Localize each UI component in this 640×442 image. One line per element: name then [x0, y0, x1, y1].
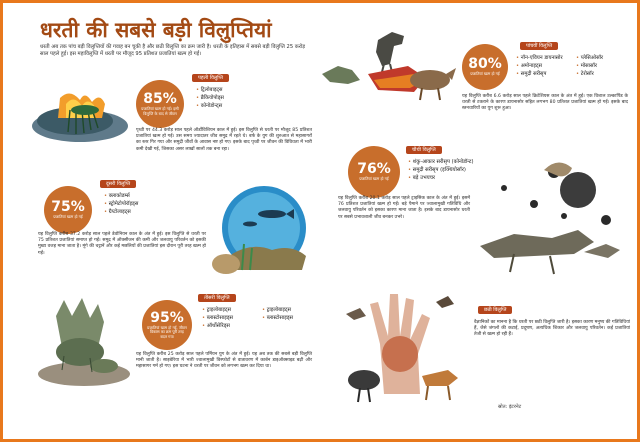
- species-item: • ट्राइलोबाइट्स: [202, 306, 233, 314]
- fourth-extinction-illustration: [474, 150, 630, 280]
- species-item: • ब्रैकियोपोड्स: [196, 94, 224, 102]
- species-item: • बड़े उभयचर: [408, 174, 474, 182]
- species-item: • क्लाकोडर्म्स: [104, 192, 138, 200]
- first-extinction-caption: प्रजातियां खत्म हो गईं। इसी विलुप्ति के बाद से जीवन: [141, 105, 179, 116]
- third-extinction-species-list-left: [202, 306, 233, 330]
- first-extinction-body: पृथ्वी पर 44.3 करोड़ साल पहले ऑर्डोविशियन काल में हुई। इस विलुप्ति से धरती पर मौजूद 85 प्रतिशत प्रजातियां खत्म हो गईं। उस समय ज्यादातर जीव समुद्र में रहते थे। बर्फ के युग की शुरुआत से महासागरों का स्तर गिर गया और समुद्री जीवों के आवास नष्ट हो गए। इसके बाद पृथ्वी पर जीवन की विविधता में भारी कमी देखी गई, जिसका असर लाखों सालों तक बना रहा।: [136, 128, 312, 152]
- fourth-extinction-label: चौथी विलुप्ति: [406, 146, 442, 154]
- fifth-extinction-caption: प्रजातियां खत्म हो गईं: [470, 71, 500, 77]
- species-item: • प्लेसिओसॉर: [576, 54, 603, 62]
- fifth-extinction-species-list-left: [516, 54, 563, 78]
- species-item: • टेरोसॉर: [576, 70, 603, 78]
- species-item: • ब्लास्टोसाइड्स: [202, 314, 233, 322]
- second-extinction-caption: प्रजातियां खत्म हो गईं: [53, 214, 83, 220]
- species-item: • ऑर्थोसेरिड्स: [202, 322, 233, 330]
- first-extinction-species-list: [196, 86, 224, 110]
- fifth-extinction-illustration: [318, 18, 458, 108]
- species-item: • समुद्री सरीसृप: [516, 70, 563, 78]
- third-extinction-caption: प्रजातियां खत्म हो गईं, जीवन विकास का क्रम पूरी तरह बदल गया: [147, 324, 187, 339]
- second-extinction-illustration: [212, 184, 312, 276]
- first-extinction-percentage-badge: [136, 80, 184, 128]
- fifth-extinction-percentage: 80%: [468, 56, 502, 73]
- third-extinction-percentage-badge: [142, 300, 192, 350]
- source-credit: स्रोत: इंटरनेट: [498, 404, 522, 410]
- fourth-extinction-caption: प्रजातियां खत्म हो गईं: [359, 176, 389, 182]
- sixth-extinction-illustration: [336, 284, 462, 404]
- species-item: • अमोनाइट्स: [516, 62, 563, 70]
- second-extinction-species-list: [104, 192, 138, 216]
- page-title: धरती की सबसे बड़ी विलुप्तियां: [40, 17, 272, 42]
- species-item: • स्ट्रोमेटोपोरॉइड्स: [104, 200, 138, 208]
- fourth-extinction-species-list: [408, 158, 474, 182]
- species-item: • ग्रैप्टोलाइट्स: [104, 208, 138, 216]
- intro-text: धरती अब तक पांच बड़ी विलुप्तियों की गवाह बन चुकी है और छठी विलुप्ति का क्रम जारी है। धरती के इतिहास में सबसे बड़ी विलुप्ति 25 करोड़ साल पहले हुई। इस महाविलुप्ति में धरती पर मौजूद 95 प्रतिशत प्रजातियां खत्म हो गईं।: [40, 44, 305, 57]
- fourth-extinction-body: यह विलुप्ति करीब 20.1 करोड़ साल पहले ट्राइसिक काल के अंत में हुई। इसमें 76 प्रतिशत प्रजातियां खत्म हो गईं। बड़े पैमाने पर ज्वालामुखी गतिविधि और जलवायु परिवर्तन को इसका कारण माना जाता है। इसके बाद डायनासोर धरती पर सबसे प्रभावशाली जीव बनकर उभरे।: [338, 196, 470, 220]
- fifth-extinction-species-list-right: [576, 54, 603, 78]
- species-item: • समुद्री सरीसृप (इक्थियोसॉर): [408, 166, 474, 174]
- second-extinction-body: यह विलुप्ति करीब 37.2 करोड़ साल पहले डेवोनियन काल के अंत में हुई। इस विलुप्ति से धरती पर 75 प्रतिशत प्रजातियां समाप्त हो गईं। समुद्र में ऑक्सीजन की कमी और जलवायु परिवर्तन को इसकी मुख्य वजह माना जाता है। मूंगे की चट्टानें और कई मछलियों की प्रजातियां इस दौरान पूरी तरह खत्म हो गईं।: [38, 232, 206, 256]
- first-extinction-percentage: 85%: [143, 90, 177, 107]
- species-item: • ब्लास्टोसाइड्स: [262, 314, 293, 322]
- third-extinction-body: यह विलुप्ति करीब 25 करोड़ साल पहले पर्मियन युग के अंत में हुई। यह अब तक की सबसे बड़ी विलुप्ति मानी जाती है। साइबेरिया में भारी ज्वालामुखी विस्फोटों से वातावरण में कार्बन डाइऑक्साइड बढ़ी और महासागर गर्म हो गए। इस घटना ने धरती पर जीवन को लगभग खत्म कर दिया था।: [136, 352, 312, 370]
- third-extinction-label: तीसरी विलुप्ति: [198, 294, 236, 302]
- third-extinction-illustration: [34, 296, 134, 390]
- species-item: • ट्राइलोबाइट्स: [262, 306, 293, 314]
- species-item: • शंकु-आकार सरीसृप (कोनोडॉन्ट): [408, 158, 474, 166]
- first-extinction-illustration: [30, 88, 130, 143]
- sixth-extinction-body: वैज्ञानिकों का मानना है कि धरती पर छठी विलुप्ति जारी है। इसका कारण मनुष्य की गतिविधियां हैं, जैसे जंगलों की कटाई, प्रदूषण, अत्यधिक शिकार और जलवायु परिवर्तन। कई प्रजातियां तेजी से खत्म हो रही हैं।: [474, 320, 630, 338]
- fourth-extinction-percentage-badge: [348, 146, 400, 198]
- fifth-extinction-percentage-badge: [462, 44, 508, 90]
- second-extinction-percentage: 75%: [51, 199, 85, 216]
- second-extinction-label: दूसरी विलुप्ति: [100, 180, 136, 188]
- sixth-extinction-label: छठी विलुप्ति: [478, 306, 512, 314]
- species-item: • कोनोडोन्ट्स: [196, 102, 224, 110]
- species-item: • ट्रिलोबाइट्स: [196, 86, 224, 94]
- species-item: • नॉन-एवियन डायनासोर: [516, 54, 563, 62]
- first-extinction-label: पहली विलुप्ति: [192, 74, 229, 82]
- third-extinction-species-list-right: [262, 306, 293, 322]
- second-extinction-percentage-badge: [44, 186, 92, 234]
- fifth-extinction-body: यह विलुप्ति करीब 6.6 करोड़ साल पहले क्रिटेशियस काल के अंत में हुई। एक विशाल उल्कापिंड के धरती से टकराने के कारण डायनासोर सहित लगभग 80 प्रतिशत प्रजातियां खत्म हो गईं। इसके बाद स्तनधारियों का युग शुरू हुआ।: [462, 94, 628, 112]
- third-extinction-percentage: 95%: [150, 309, 184, 326]
- fifth-extinction-label: पांचवीं विलुप्ति: [520, 42, 558, 50]
- fourth-extinction-percentage: 76%: [357, 161, 391, 178]
- species-item: • मोसासॉर: [576, 62, 603, 70]
